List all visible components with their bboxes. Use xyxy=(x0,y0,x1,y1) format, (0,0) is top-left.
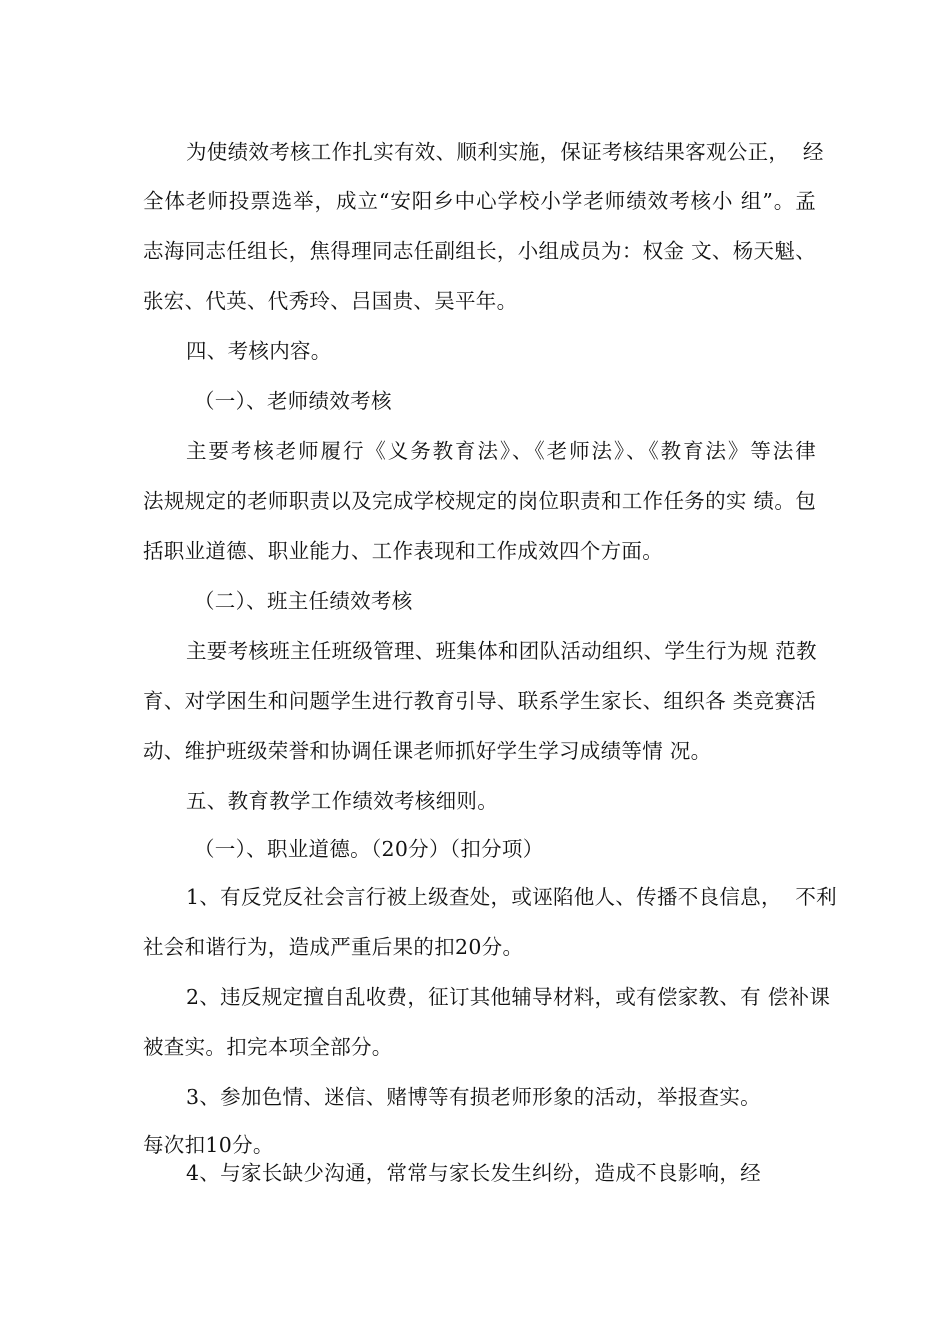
paragraph-line: 4、与家长缺少沟通，常常与家长发生纠纷，造成不良影响，经 xyxy=(186,1161,761,1185)
paragraph-line: 2、违反规定擅自乱收费，征订其他辅导材料，或有偿家教、有 偿补课 xyxy=(186,985,831,1009)
paragraph-line: 张宏、代英、代秀玲、吕国贵、吴平年。 xyxy=(143,289,518,313)
paragraph-line: 育、对学困生和问题学生进行教育引导、联系学生家长、组织各 类竞赛活 xyxy=(143,689,816,713)
paragraph-line: 社会和谐行为，造成严重后果的扣20分。 xyxy=(143,935,524,959)
paragraph-line: 1、有反党反社会言行被上级查处，或诬陷他人、传播不良信息， 不利 xyxy=(186,885,837,909)
paragraph-line: 每次扣10分。 xyxy=(143,1133,274,1157)
paragraph-line: 动、维护班级荣誉和协调任课老师抓好学生学习成绩等情 况。 xyxy=(143,739,712,763)
paragraph-line: 为使绩效考核工作扎实有效、顺利实施，保证考核结果客观公正， 经 xyxy=(186,140,824,164)
paragraph-line: 志海同志任组长，焦得理同志任副组长，小组成员为：权金 文、杨天魁、 xyxy=(143,239,816,263)
paragraph-line: 被查实。扣完本项全部分。 xyxy=(143,1035,393,1059)
paragraph-line: 3、参加色情、迷信、赌博等有损老师形象的活动，举报查实。 xyxy=(186,1085,761,1109)
subsection-heading: （一）、老师绩效考核 xyxy=(194,389,392,413)
section-heading: 四、考核内容。 xyxy=(186,339,332,363)
paragraph-line: 法规规定的老师职责以及完成学校规定的岗位职责和工作任务的实 绩。包 xyxy=(143,489,816,513)
paragraph-line: 主要考核班主任班级管理、班集体和团队活动组织、学生行为规 范教 xyxy=(186,639,817,663)
paragraph-line: 全体老师投票选举，成立“安阳乡中心学校小学老师绩效考核小 组”。孟 xyxy=(143,189,816,213)
subsection-heading: （一）、职业道德。（20分）（扣分项） xyxy=(194,837,544,861)
paragraph-line: 括职业道德、职业能力、工作表现和工作成效四个方面。 xyxy=(143,539,663,563)
paragraph-line: 主要考核老师履行《义务教育法》、《老师法》、《教育法》等法律 xyxy=(186,439,816,463)
subsection-heading: （二）、班主任绩效考核 xyxy=(194,589,413,613)
section-heading: 五、教育教学工作绩效考核细则。 xyxy=(186,789,498,813)
